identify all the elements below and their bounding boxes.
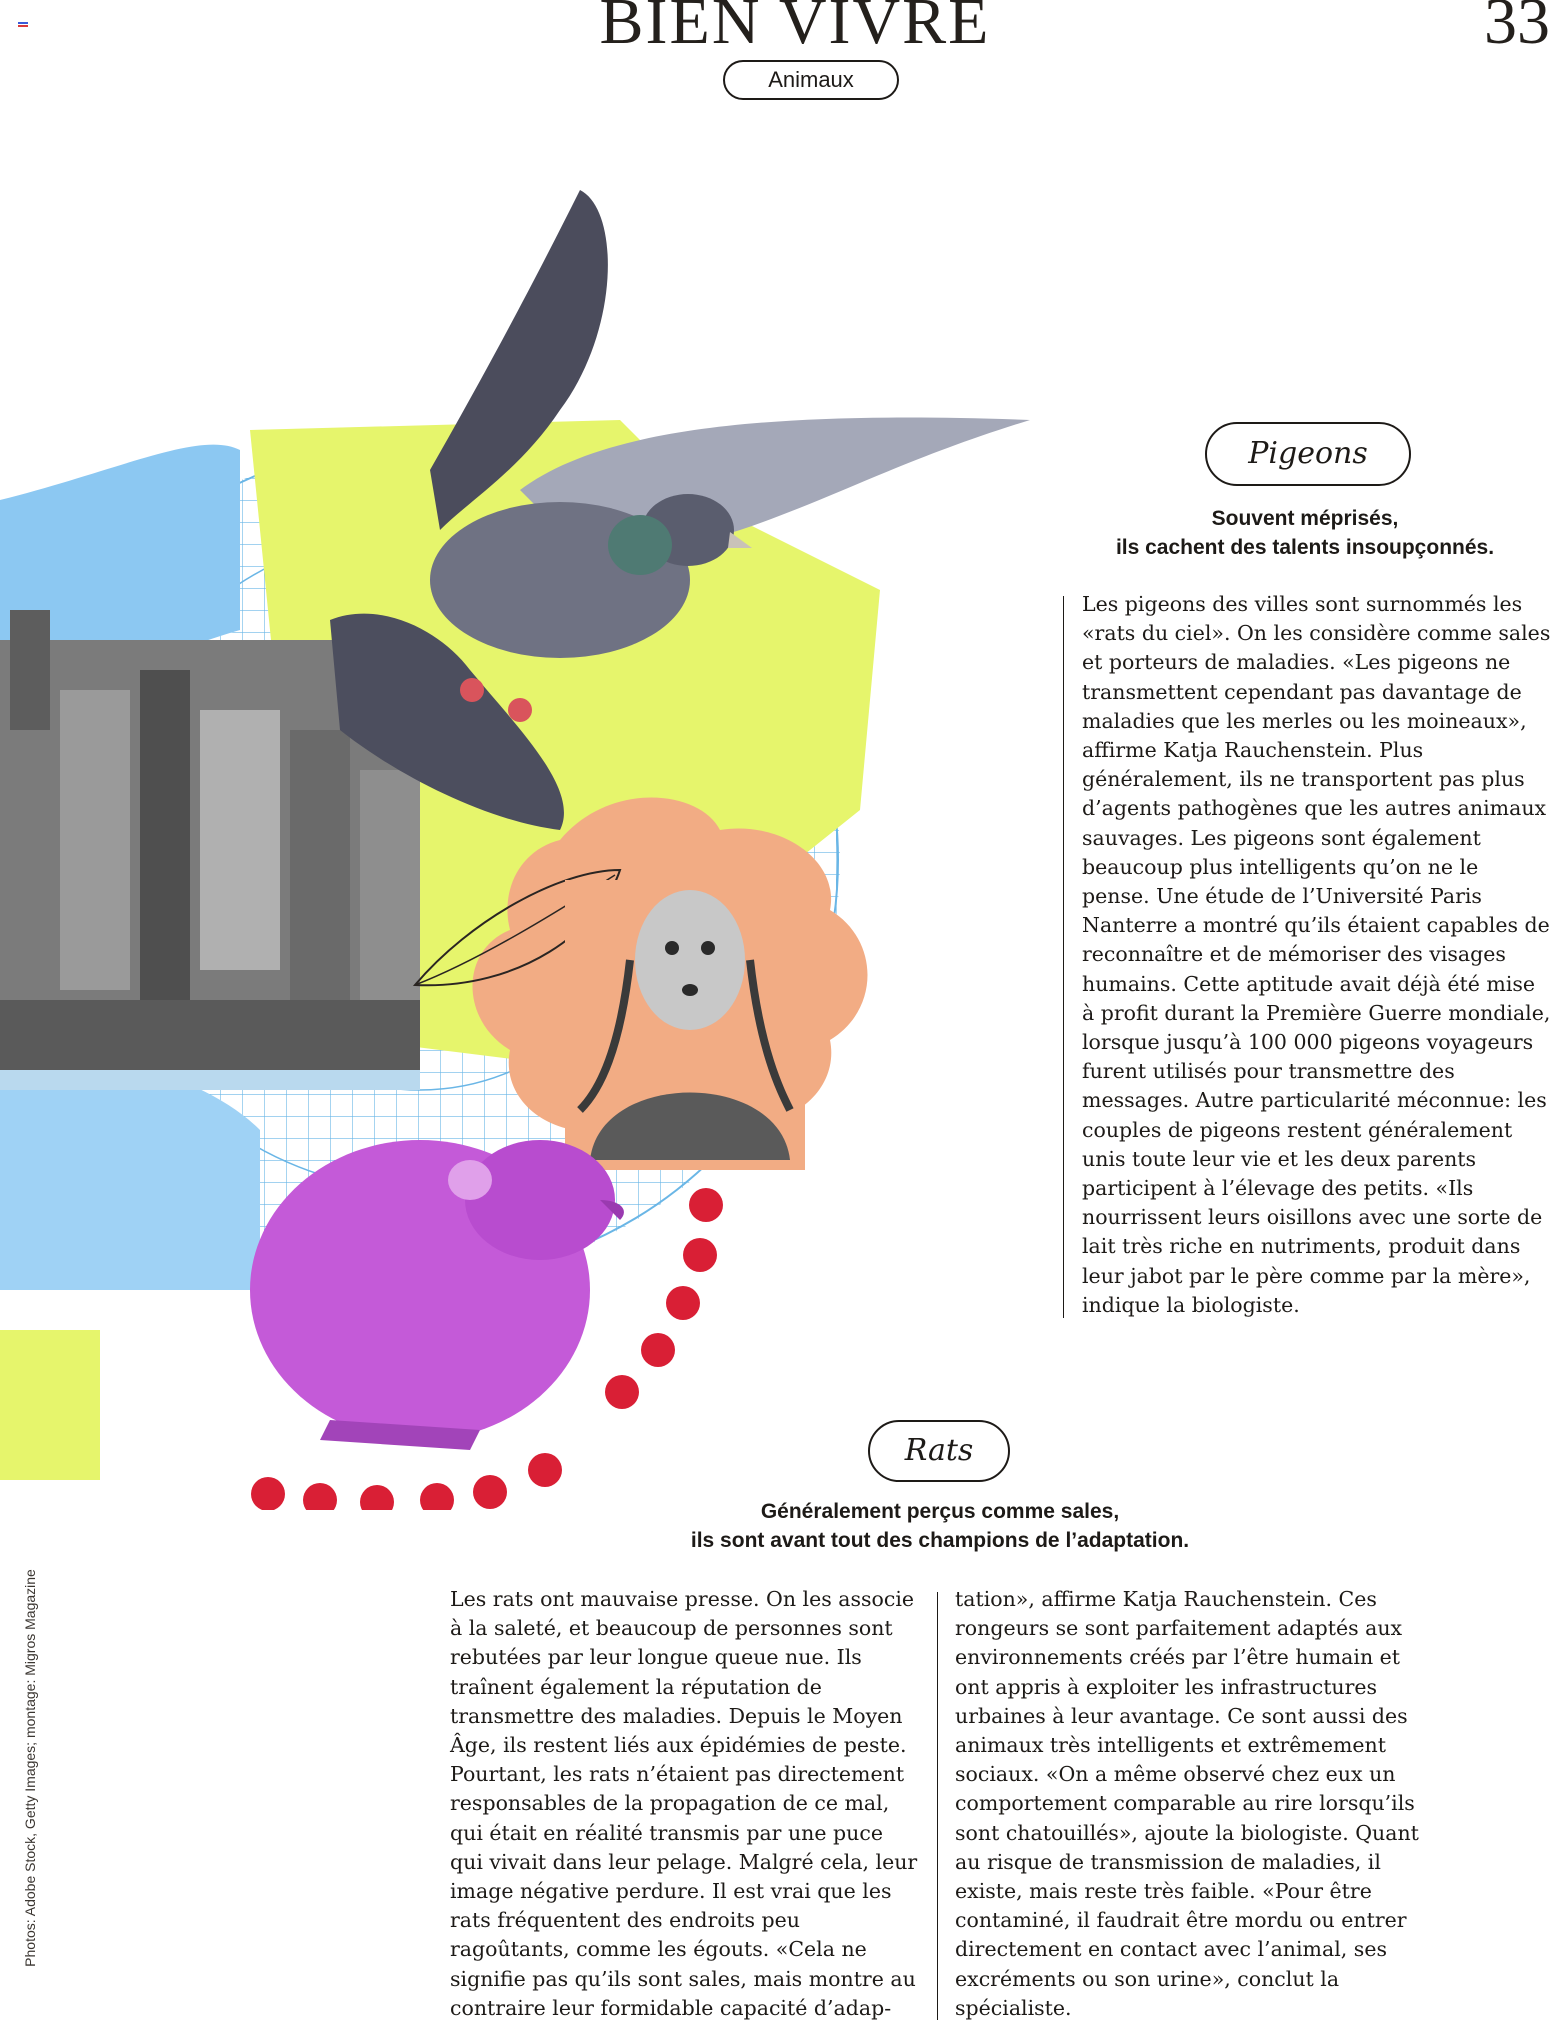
pigeons-subtitle-line-1: Souvent méprisés, — [1211, 507, 1399, 530]
photo-credit: Photos: Adobe Stock, Getty Images; montage: Migros Magazine — [22, 1569, 38, 1967]
rats-body-column-2: tation», affirme Katja Rauchenstein. Ces rongeurs se sont parfaitement adaptés aux environnements créés par l’être humain et ont appris à exploiter les infrastructures urbaines à leur avantage. Ce sont aussi des animaux très intelligents et extrêmement sociaux. «On a même observé chez eux un comportement comparable au rire lorsqu’ils sont chatouillés», ajoute la biologiste. Quant au risque de transmission de maladies, il existe, mais reste très faible. «Pour être contaminé, il faudrait être mordu ou entrer directement en contact avec l’animal, ses excréments ou son urine», conclut la spécialiste. — [955, 1587, 1419, 2020]
rats-subtitle — [640, 1497, 1240, 1555]
pigeons-body: Les pigeons des villes sont surnommés les «rats du ciel». On les considère comme sales et porteurs de maladies. «Les pigeons ne transmettent cependant pas davantage de maladies que les merles ou les moineaux», affirme Katja Rauchenstein. Plus généralement, ils ne transportent pas plus d’agents pathogènes que les autres animaux sauvages. Les pigeons sont également beaucoup plus intelligents qu’on ne le pense. Une étude de l’Université Paris Nanterre a montré qu’ils étaient capables de reconnaître et de mémoriser des visages humains. Cette aptitude avait déjà été mise à profit durant la Première Guerre mondiale, lorsque jusqu’à 100 000 pigeons voyageurs furent utilisés pour transmettre des messages. Autre particularité méconnue: les couples de pigeons restent généralement unis toute leur vie et les deux parents participent à l’élevage des petits. «Ils nourrissent leurs oisillons avec une sorte de lait très riche en nutriments, produit dans leur jabot par le père comme par la mère», indique la biologiste. — [1082, 592, 1550, 1317]
rats-subtitle-line-2: ils sont avant tout des champions de l’adaptation. — [690, 1529, 1190, 1552]
collage-illustration — [0, 170, 1060, 1510]
pigeons-subtitle — [1080, 504, 1530, 562]
rat — [250, 1140, 624, 1450]
page-number: 33 — [1484, 0, 1550, 58]
girl-portrait — [565, 880, 805, 1170]
rats-subtitle-line-1: Généralement perçus comme sales, — [760, 1500, 1120, 1523]
lime-block — [0, 1330, 100, 1480]
category-pill: Animaux — [723, 60, 899, 100]
flag-icon — [18, 22, 28, 29]
rats-label: Rats — [868, 1420, 1010, 1482]
rats-body-column-1: Les rats ont mauvaise presse. On les associe à la saleté, et beaucoup de personnes sont rebutées par leur longue queue nue. Ils traînent également la réputation de transmettre des maladies. Depuis le Moyen Âge, ils restent liés aux épidémies de peste. Pourtant, les rats n’étaient pas directement responsables de la propagation de ce mal, qui était en réalité transmis par une puce qui vivait dans leur pelage. Malgré cela, leur image négative perdure. Il est vrai que les rats fréquentent des endroits peu ragoûtants, comme les égouts. «Cela ne signifie pas qu’ils sont sales, mais montre au contraire leur formidable capacité d’adap- — [450, 1587, 918, 2020]
rats-column-rule — [937, 1592, 938, 2020]
pigeons-subtitle-line-2: ils cachent des talents insoupçonnés. — [1115, 536, 1495, 559]
pigeons-label: Pigeons — [1205, 422, 1411, 486]
section-title: BIEN VIVRE — [599, 0, 991, 58]
pigeons-column-rule — [1063, 596, 1064, 1318]
